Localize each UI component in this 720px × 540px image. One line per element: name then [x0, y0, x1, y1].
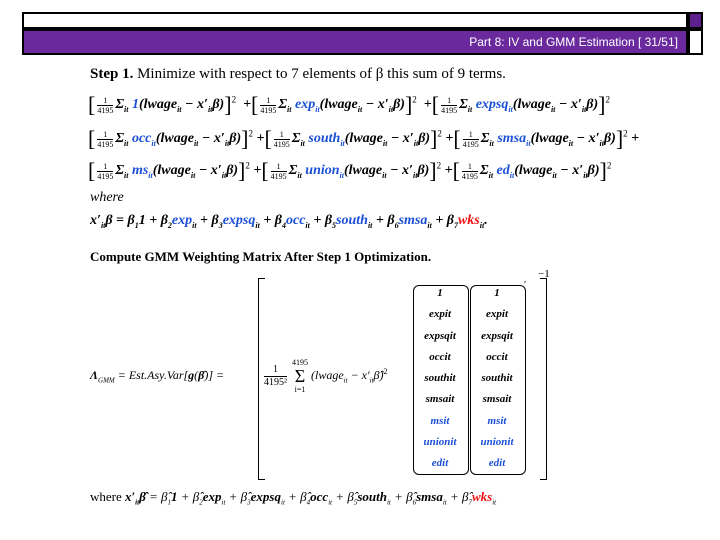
xbeta-definition: $x'_{it}\beta = \beta_11 + \beta_2\exp_{it}$ + $\beta_3expsq_{it} + \beta_4occ_{it}$ + $\beta_5south_{it}$ + $\beta_6smsa_{it} + \beta_7wks_{it}$.: [90, 213, 488, 230]
instrument-vector-right: [471, 283, 523, 475]
term-smsa: smsa: [497, 131, 527, 147]
vector-entry: smsait: [425, 393, 455, 406]
vector-entry: southit: [424, 372, 456, 385]
term-exp: exp: [295, 97, 316, 113]
sum-expression: $\frac{1}{\text{4195²}}$ 4195 Σ i=1 (lwage$_{it}$ − $x'_{it}\betâ)^2$: [264, 358, 388, 394]
header-top-strip: [22, 12, 688, 29]
lambda-lhs: $\Lambda_{GMM}$ = Est.Asy.Var[g(β̂)] =: [90, 368, 225, 385]
step1-heading: [90, 66, 506, 83]
where-label: where: [90, 190, 124, 205]
term-const: 1: [131, 97, 139, 113]
vector-entry: 1: [437, 287, 443, 299]
term-union: union: [305, 163, 340, 179]
step1-text: Minimize with respect to 7 elements of β this sum of 9 terms.: [137, 66, 506, 82]
term-occ: occ: [131, 131, 152, 147]
vector-entry: expit: [429, 308, 451, 321]
where-xbeta-hat: where $x'_{it}\betâ$ = $\betâ_11$ + $\betâ_2\exp_{it}$ + $\betâ_3expsq_{it}$ + $\betâ_4occ_{it}$ + $\betâ_5south_{it}$ + $\betâ_6smsa_{it}$ + $\betâ_7wks_{it}$: [90, 489, 497, 507]
inverse-exponent: −1: [538, 268, 550, 280]
vector-entry: edit: [488, 457, 506, 470]
vector-entry: unionit: [480, 436, 514, 449]
gmm-heading: Compute GMM Weighting Matrix After Step 1 Optimization.: [90, 249, 432, 264]
header-corner-square: [688, 12, 703, 29]
vector-entry: edit: [431, 457, 449, 470]
vector-entry: msit: [430, 414, 450, 427]
header-title-bar: [22, 29, 688, 55]
term-ms: ms: [131, 163, 149, 179]
slide-title: Part 8: IV and GMM Estimation [ 31/51]: [469, 35, 678, 49]
term-south: south: [308, 131, 341, 147]
instrument-vector-left: [414, 283, 466, 475]
vector-entry: expit: [486, 308, 508, 321]
vector-entry: expsqit: [481, 329, 513, 342]
vector-entry: occit: [429, 350, 451, 363]
term-expsq: expsq: [475, 97, 509, 113]
vector-entry: occit: [486, 350, 508, 363]
vector-entry: 1: [494, 287, 500, 299]
term-ed: ed: [496, 163, 510, 179]
vector-entry: msit: [487, 414, 507, 427]
vector-entry: smsait: [482, 393, 512, 406]
step1-label: Step 1.: [90, 66, 134, 82]
objective-row-3: [ $\frac{1}{4195}$ $\Sigma_{it}$ $ms_{it}(lwage_{it} - x'_{it}\beta)]^2$ +[ $\frac{1}{4195}$ $\Sigma_{it}$ union$_{it}$(lwage$_{it}$ − $x'_{it}\beta)]^2$ +[ $\frac{1}{4195}$ $\Sigma_{it}$ $ed_{it}(lwage_{it} - x'_{it}\beta)]^2$: [88, 158, 612, 183]
objective-row-1: [ $\frac{1}{4195}$ $\Sigma_{it}$ 1(lwage$_{it}$ − $x'_{it}\beta)]^2$ +[ $\frac{1}{4195}$ $\Sigma_{it}$ $\exp_{it}(lwage_{it} - x'_{it}\beta)]^2$ +[ $\frac{1}{4195}$ $\Sigma_{it}$ expsq$_{it}$(lwage$_{it}$ − $x'_{it}\beta)]^2$: [88, 92, 610, 117]
vector-entry: expsqit: [424, 329, 456, 342]
outer-bracket-right: [540, 278, 547, 480]
objective-row-2: [ $\frac{1}{4195}$ $\Sigma_{it}$ occ$_{it}$(lwage$_{it}$ − $x'_{it}\beta)]^2$ +[ $\frac{1}{4195}$ $\Sigma_{it}$ south$_{it}$(lwage$_{it}$ − $x'_{it}\beta)]^2$ +[ $\frac{1}{4195}$ $\Sigma_{it}$ smsa$_{it}$(lwage$_{it}$ − $x'_{it}\beta)]^2$ +: [88, 126, 640, 151]
vector-entry: unionit: [423, 436, 457, 449]
vector-entry: southit: [481, 372, 513, 385]
header-side-box: [688, 29, 703, 55]
